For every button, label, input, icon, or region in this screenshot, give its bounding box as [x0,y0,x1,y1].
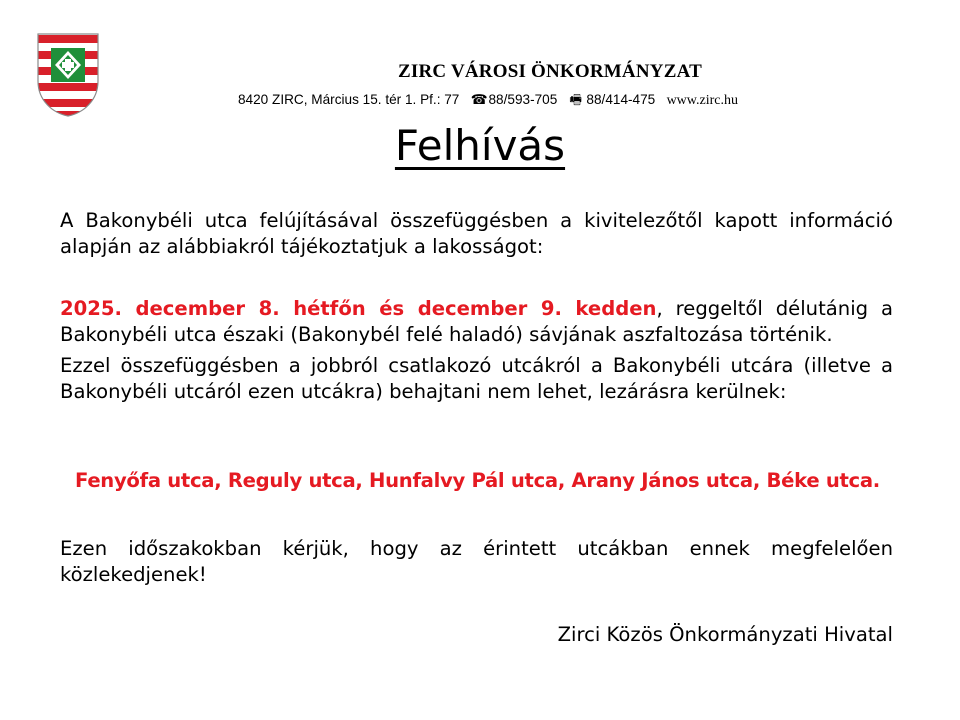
address-text: 8420 ZIRC, Március 15. tér 1. Pf.: 77 [238,92,460,107]
telephone-icon: ☎ [470,92,488,107]
intro-paragraph: A Bakonybéli utca felújításával összefüggésben a kivitelezőtől kapott információ alapján az alábbiakról tájékoztatjuk a lakosságot: [60,209,893,258]
phone-number: 88/593-705 [488,92,558,107]
organization-name: ZIRC VÁROSI ÖNKORMÁNYZAT [398,61,702,82]
website-link[interactable]: www.zirc.hu [666,93,738,108]
title-text: Felhívás [394,121,566,170]
contact-line [238,89,738,113]
page-title [0,118,960,174]
fax-number: 88/414-475 [586,92,656,107]
dates-highlight: 2025. december 8. hétfőn és december 9. kedden [60,297,657,320]
closure-paragraph: Ezzel összefüggésben a jobbról csatlakozó utcákról a Bakonybéli utcára (illetve a Bakonybéli utcáról ezen utcákra) behajtani nem lehet, lezárásra kerülnek: [60,354,893,403]
closed-streets-list: Fenyőfa utca, Reguly utca, Hunfalvy Pál utca, Arany János utca, Béke utca. [75,469,880,492]
fax-icon: 🖷 [569,92,583,107]
request-paragraph: Ezen időszakokban kérjük, hogy az érintett utcákban ennek megfelelően közlekedjenek! [60,537,893,586]
signature: Zirci Közös Önkormányzati Hivatal [557,623,893,646]
dates-paragraph [60,296,893,348]
dates-rest: , reggeltől délutánig a Bakonybéli utca északi (Bakonybél felé haladó) sávjának aszfaltozása történik. [60,297,893,346]
